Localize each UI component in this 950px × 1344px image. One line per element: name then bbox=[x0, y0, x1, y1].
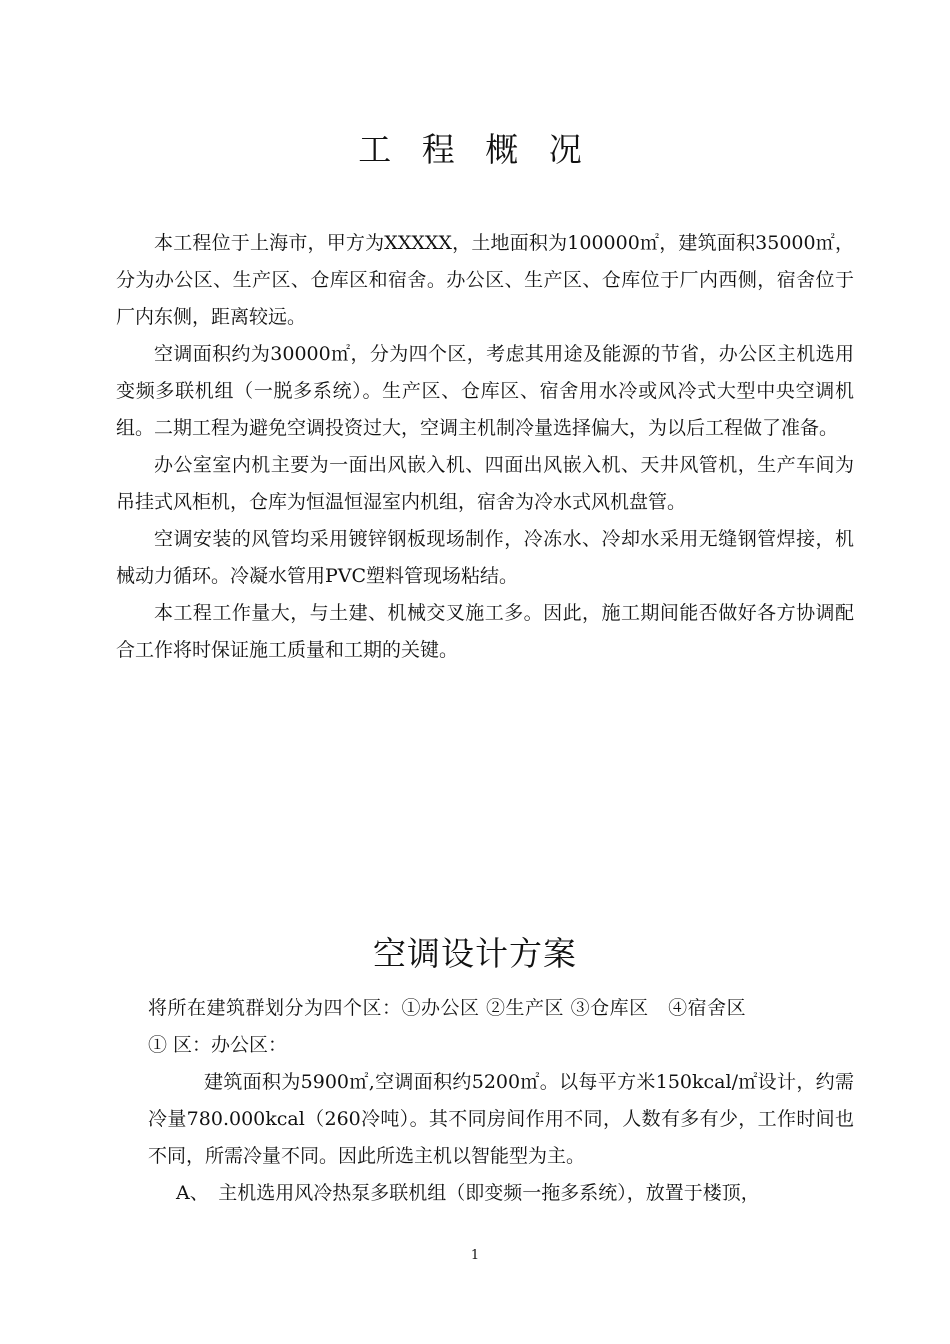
zone1-heading: ① 区：办公区： bbox=[148, 1034, 288, 1056]
overview-paragraph: 空调安装的风管均采用镀锌钢板现场制作，冷冻水、冷却水采用无缝钢管焊接，机械动力循环。冷凝水管用PVC塑料管现场粘结。 bbox=[116, 528, 854, 587]
overview-paragraph: 本工程位于上海市，甲方为XXXXX，土地面积为100000㎡，建筑面积35000㎡，分为办公区、生产区、仓库区和宿舍。办公区、生产区、仓库位于厂内西侧，宿舍位于厂内东侧，距离较远。 bbox=[116, 232, 854, 328]
overview-paragraph: 空调面积约为30000㎡，分为四个区，考虑其用途及能源的节省，办公区主机选用变频多联机组（一脱多系统）。生产区、仓库区、宿舍用水冷或风冷式大型中央空调机组。二期工程为避免空调投资过大，空调主机制冷量选择偏大，为以后工程做了准备。 bbox=[116, 343, 854, 439]
overview-paragraph: 本工程工作量大，与土建、机械交叉施工多。因此，施工期间能否做好各方协调配合工作将时保证施工质量和工期的关键。 bbox=[116, 602, 854, 661]
design-title: 空调设计方案 bbox=[373, 934, 577, 973]
overview-section bbox=[116, 225, 854, 669]
design-section bbox=[148, 990, 854, 1212]
page-number: 1 bbox=[470, 1248, 480, 1263]
overview-paragraph: 办公室室内机主要为一面出风嵌入机、四面出风嵌入机、天井风管机，生产车间为吊挂式风柜机，仓库为恒温恒湿室内机组，宿舍为冷水式风机盘管。 bbox=[116, 454, 854, 513]
zone1-body: 建筑面积为5900㎡,空调面积约5200㎡。以每平方米150kcal/㎡设计，约需冷量780.000kcal（260冷吨）。其不同房间作用不同，人数有多有少，工作时间也不同，所需冷量不同。因此所选主机以智能型为主。 bbox=[148, 1071, 854, 1167]
overview-title: 工 程 概 况 bbox=[358, 130, 592, 169]
option-a: A、 主机选用风冷热泵多联机组（即变频一拖多系统），放置于楼顶， bbox=[176, 1182, 760, 1204]
zones-line: 将所在建筑群划分为四个区：①办公区 ②生产区 ③仓库区 ④宿舍区 bbox=[148, 997, 747, 1019]
